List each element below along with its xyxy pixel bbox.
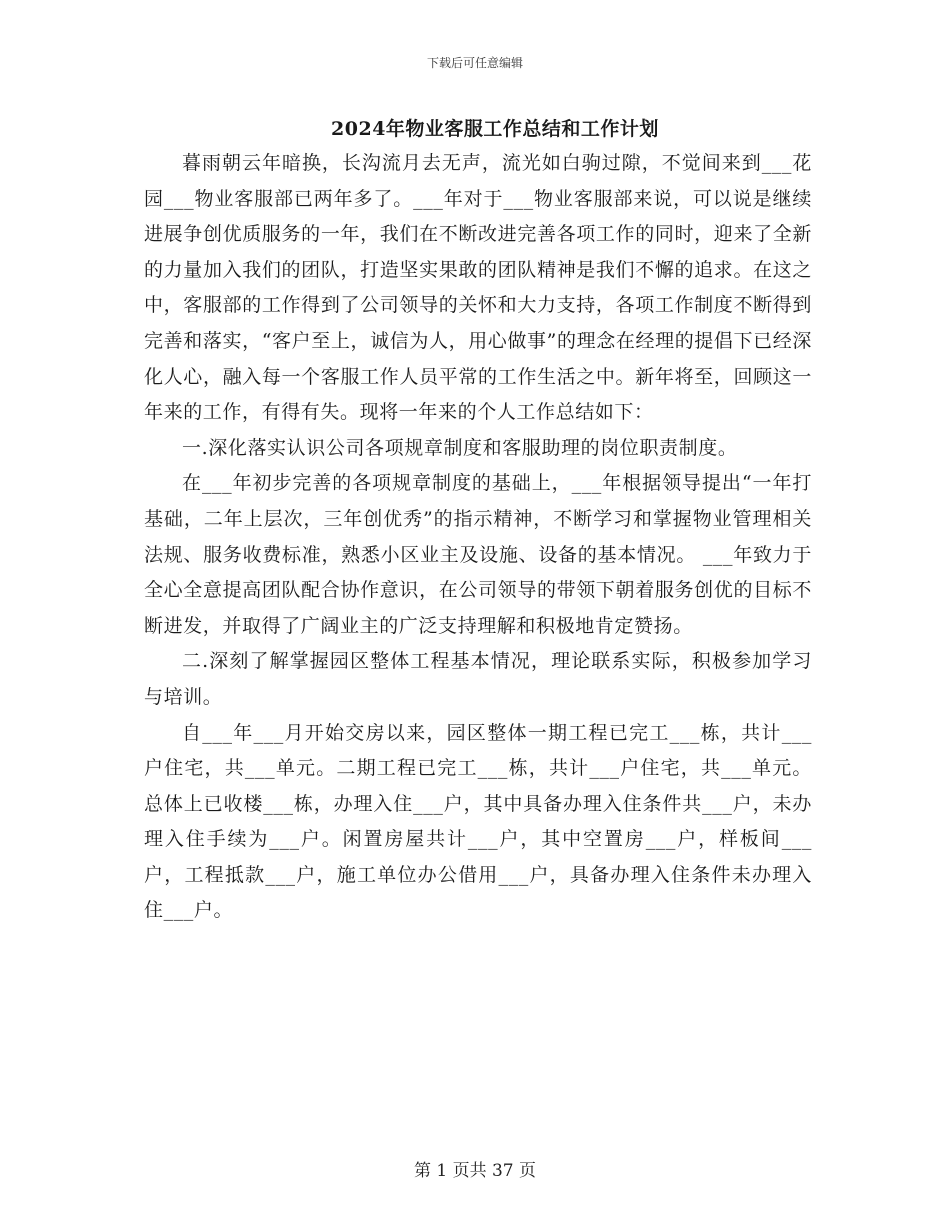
paragraph-section-1-body: 在___年初步完善的各项规章制度的基础上，___年根据领导提出“一年打基础，二年上层次，三年创优秀”的指示精神，不断学习和掌握物业管理相关法规、服务收费标准，熟悉小区业主及设施、设备的基本情况。 ___年致力于全心全意提高团队配合协作意识，在公司领导的带领下朝着服务创优的目标不断进发，并取得了广阔业主的广泛支持理解和积极地肯定赞扬。 xyxy=(144,472,812,637)
document-body xyxy=(144,146,812,929)
paragraph-section-1-heading: 一.深化落实认识公司各项规章制度和客服助理的岗位职责制度。 xyxy=(182,436,738,459)
paragraph-section-2-body: 自___年___月开始交房以来，园区整体一期工程已完工___栋，共计___户住宅，共___单元。二期工程已完工___栋，共计___户住宅，共___单元。总体上已收楼___栋，办理入住___户，其中具备办理入住条件共___户，未办理入住手续为___户。闲置房屋共计___户，其中空置房___户，样板间___户，工程抵款___户，施工单位办公借用___户，具备办理入住条件未办理入住___户。 xyxy=(144,721,812,922)
paragraph-intro: 暮雨朝云年暗换，长沟流月去无声，流光如白驹过隙，不觉间来到___花园___物业客服部已两年多了。___年对于___物业客服部来说，可以说是继续进展争创优质服务的一年，我们在不断改进完善各项工作的同时，迎来了全新的力量加入我们的团队，打造坚实果敢的团队精神是我们不懈的追求。在这之中，客服部的工作得到了公司领导的关怀和大力支持，各项工作制度不断得到完善和落实，“客户至上，诚信为人，用心做事”的理念在经理的提倡下已经深化人心，融入每一个客服工作人员平常的工作生活之中。新年将至，回顾这一年来的工作，有得有失。现将一年来的个人工作总结如下： xyxy=(144,152,812,424)
header-note: 下载后可任意编辑 xyxy=(426,56,523,70)
paragraph-section-2-heading: 二.深刻了解掌握园区整体工程基本情况，理论联系实际，积极参加学习与培训。 xyxy=(144,650,812,708)
page-number: 第 1 页共 37 页 xyxy=(413,1161,537,1181)
document-title: 2024年物业客服工作总结和工作计划 xyxy=(331,118,659,140)
